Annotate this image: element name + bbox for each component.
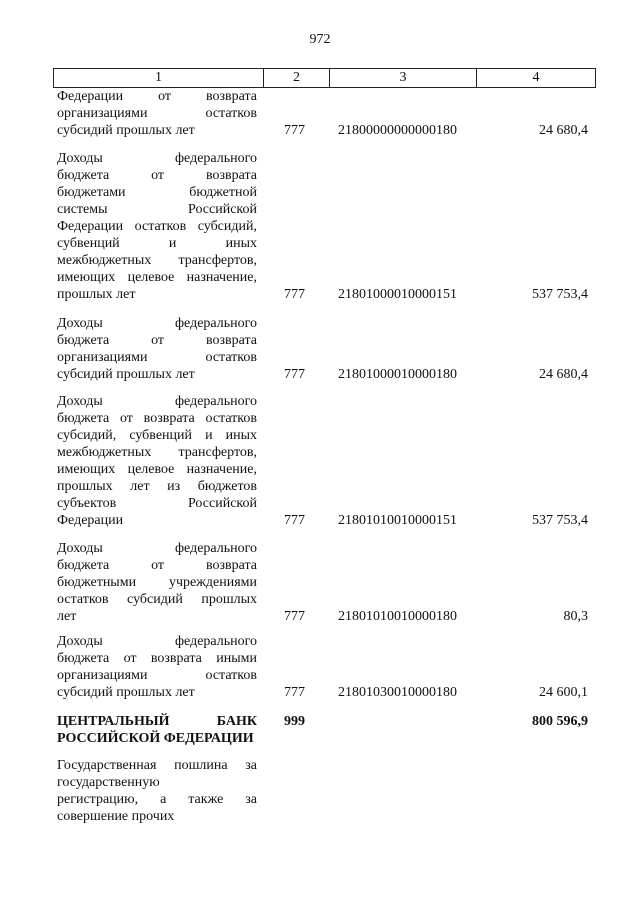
description-line: субсидий, субвенций и иных — [57, 428, 257, 443]
table-header-row — [53, 68, 596, 88]
description-line: Федерации от возврата — [57, 89, 257, 104]
row-code: 777 — [284, 685, 305, 700]
description-line: бюджета от возврата — [57, 558, 257, 573]
row-description — [57, 315, 257, 383]
description-line: бюджета от возврата иными — [57, 651, 257, 666]
header-col-3: 3 — [330, 69, 477, 87]
row-kbk: 21801010010000151 — [338, 513, 457, 528]
description-line: Доходы федерального — [57, 541, 257, 556]
description-line: субсидий прошлых лет — [57, 685, 195, 700]
row-amount: 537 753,4 — [532, 287, 588, 302]
description-line: РОССИЙСКОЙ ФЕДЕРАЦИИ — [57, 731, 254, 746]
row-code: 777 — [284, 609, 305, 624]
description-line: субсидий прошлых лет — [57, 367, 195, 382]
description-line: Доходы федерального — [57, 394, 257, 409]
description-line: бюджета от возврата — [57, 333, 257, 348]
description-line: Доходы федерального — [57, 634, 257, 649]
row-code: 777 — [284, 287, 305, 302]
row-code: 777 — [284, 123, 305, 138]
row-kbk: 21801000010000180 — [338, 367, 457, 382]
row-description — [57, 757, 257, 825]
row-kbk: 21801000010000151 — [338, 287, 457, 302]
description-line: Доходы федерального — [57, 151, 257, 166]
row-code: 777 — [284, 513, 305, 528]
description-line: Федерации остатков субсидий, — [57, 219, 257, 234]
row-description — [57, 393, 257, 529]
row-description — [57, 88, 257, 139]
description-line: организациями остатков — [57, 106, 257, 121]
description-line: совершение прочих — [57, 809, 175, 824]
description-line: субсидий прошлых лет — [57, 123, 195, 138]
header-col-2: 2 — [264, 69, 330, 87]
description-line: остатков субсидий прошлых — [57, 592, 257, 607]
description-line: бюджетами бюджетной — [57, 185, 257, 200]
description-line: прошлых лет из бюджетов — [57, 479, 257, 494]
description-line: бюджетными учреждениями — [57, 575, 257, 590]
row-kbk: 21801030010000180 — [338, 685, 457, 700]
description-line: межбюджетных трансфертов, — [57, 445, 257, 460]
description-line: бюджета от возврата остатков — [57, 411, 257, 426]
header-col-1: 1 — [54, 69, 264, 87]
row-description — [57, 150, 257, 303]
row-amount: 537 753,4 — [532, 513, 588, 528]
description-line: лет — [57, 609, 77, 624]
description-line: организациями остатков — [57, 350, 257, 365]
description-line: регистрацию, а также за — [57, 792, 257, 807]
description-line: имеющих целевое назначение, — [57, 462, 257, 477]
row-description — [57, 540, 257, 625]
row-amount: 24 680,4 — [539, 123, 588, 138]
description-line: Федерации — [57, 513, 124, 528]
description-line: субъектов Российской — [57, 496, 257, 511]
row-kbk: 21801010010000180 — [338, 609, 457, 624]
row-description — [57, 713, 257, 747]
description-line: прошлых лет — [57, 287, 136, 302]
row-amount: 24 680,4 — [539, 367, 588, 382]
description-line: организациями остатков — [57, 668, 257, 683]
row-kbk: 21800000000000180 — [338, 123, 457, 138]
page-number: 972 — [309, 32, 331, 47]
description-line: имеющих целевое назначение, — [57, 270, 257, 285]
row-description — [57, 633, 257, 701]
row-code: 999 — [284, 714, 305, 729]
row-code: 777 — [284, 367, 305, 382]
description-line: системы Российской — [57, 202, 257, 217]
row-amount: 80,3 — [563, 609, 588, 624]
description-line: ЦЕНТРАЛЬНЫЙ БАНК — [57, 714, 257, 729]
description-line: государственную — [57, 775, 160, 790]
row-amount: 800 596,9 — [532, 714, 588, 729]
description-line: бюджета от возврата — [57, 168, 257, 183]
description-line: Доходы федерального — [57, 316, 257, 331]
description-line: межбюджетных трансфертов, — [57, 253, 257, 268]
description-line: субвенций и иных — [57, 236, 257, 251]
description-line: Государственная пошлина за — [57, 758, 257, 773]
row-amount: 24 600,1 — [539, 685, 588, 700]
header-col-4: 4 — [532, 70, 540, 85]
